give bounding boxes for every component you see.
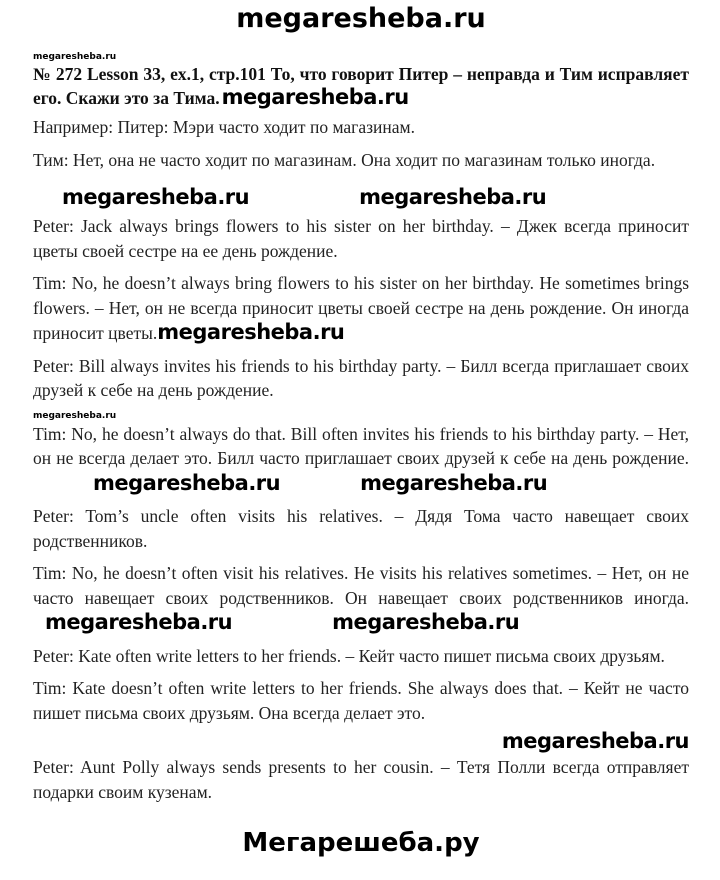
- watermark-row: [33, 180, 689, 214]
- watermark: megaresheba.ru: [332, 610, 520, 634]
- paragraph: [33, 422, 689, 497]
- watermark: megaresheba.ru: [93, 470, 281, 495]
- task-heading-text: № 272 Lesson 33, ex.1, стр.101 То, что говорит Питер – неправда и Тим исправляет его. Скажи это за Тима.: [33, 64, 689, 108]
- paragraph: Peter: Jack always brings flowers to his sister on her birthday. – Джек всегда приносит цветы своей сестре на ее день рождение.: [33, 216, 689, 261]
- watermark: megaresheba.ru: [33, 410, 117, 421]
- watermark: megaresheba.ru: [62, 185, 250, 209]
- paragraph: Peter: Bill always invites his friends to his birthday party. – Билл всегда приглашает своих друзей к себе на день рождение.: [33, 355, 689, 400]
- paragraph: [33, 561, 689, 636]
- site-footer[interactable]: Мегарешеба.ру: [242, 828, 480, 858]
- watermark: megaresheba.ru: [45, 610, 233, 634]
- paragraph: Peter: Tom’s uncle often visits his relatives. – Дядя Тома часто навещает своих родственников.: [33, 506, 689, 551]
- paragraph-text: Tim: No, he doesn’t always do that. Bill often invites his friends to his birthday party. – Нет, он не всегда делает это. Билл часто приглашает своих друзей к себе на день рождение.: [33, 423, 689, 468]
- paragraph: Peter: Aunt Polly always sends presents to her cousin. – Тетя Полли всегда отправляет подарки своим кузенам.: [33, 757, 689, 802]
- task-heading: [33, 63, 689, 109]
- watermark-row: [33, 729, 689, 755]
- site-header[interactable]: megaresheba.ru: [236, 3, 486, 34]
- paragraph-text: Tim: No, he doesn’t often visit his relatives. He visits his relatives sometimes. – Нет, он не часто навещает своих родственников. Он навещает своих родственников иногда.: [33, 563, 689, 608]
- paragraph: Peter: Kate often write letters to her friends. – Кейт часто пишет письма своих друзьям.: [33, 645, 665, 666]
- paragraph: [33, 271, 689, 346]
- watermark: megaresheba.ru: [359, 185, 547, 209]
- paragraph: Например: Питер: Мэри часто ходит по магазинам.: [33, 117, 415, 137]
- watermark: megaresheba.ru: [221, 85, 409, 109]
- watermark: megaresheba.ru: [360, 470, 548, 495]
- paragraph-text: Tim: No, he doesn’t always bring flowers to his sister on her birthday. He sometimes brings flowers. – Нет, он не всегда приносит цветы своей сестре на день рождение. Он иногда приносит цветы.: [33, 273, 689, 343]
- watermark: megaresheba.ru: [157, 320, 345, 344]
- watermark: megaresheba.ru: [33, 52, 117, 62]
- watermark: megaresheba.ru: [501, 729, 689, 753]
- paragraph: Tim: Kate doesn’t often write letters to her friends. She always does that. – Кейт не часто пишет письма своих друзьям. Она всегда делает это.: [33, 678, 689, 723]
- paragraph: Тим: Нет, она не часто ходит по магазинам. Она ходит по магазинам только иногда.: [33, 149, 656, 170]
